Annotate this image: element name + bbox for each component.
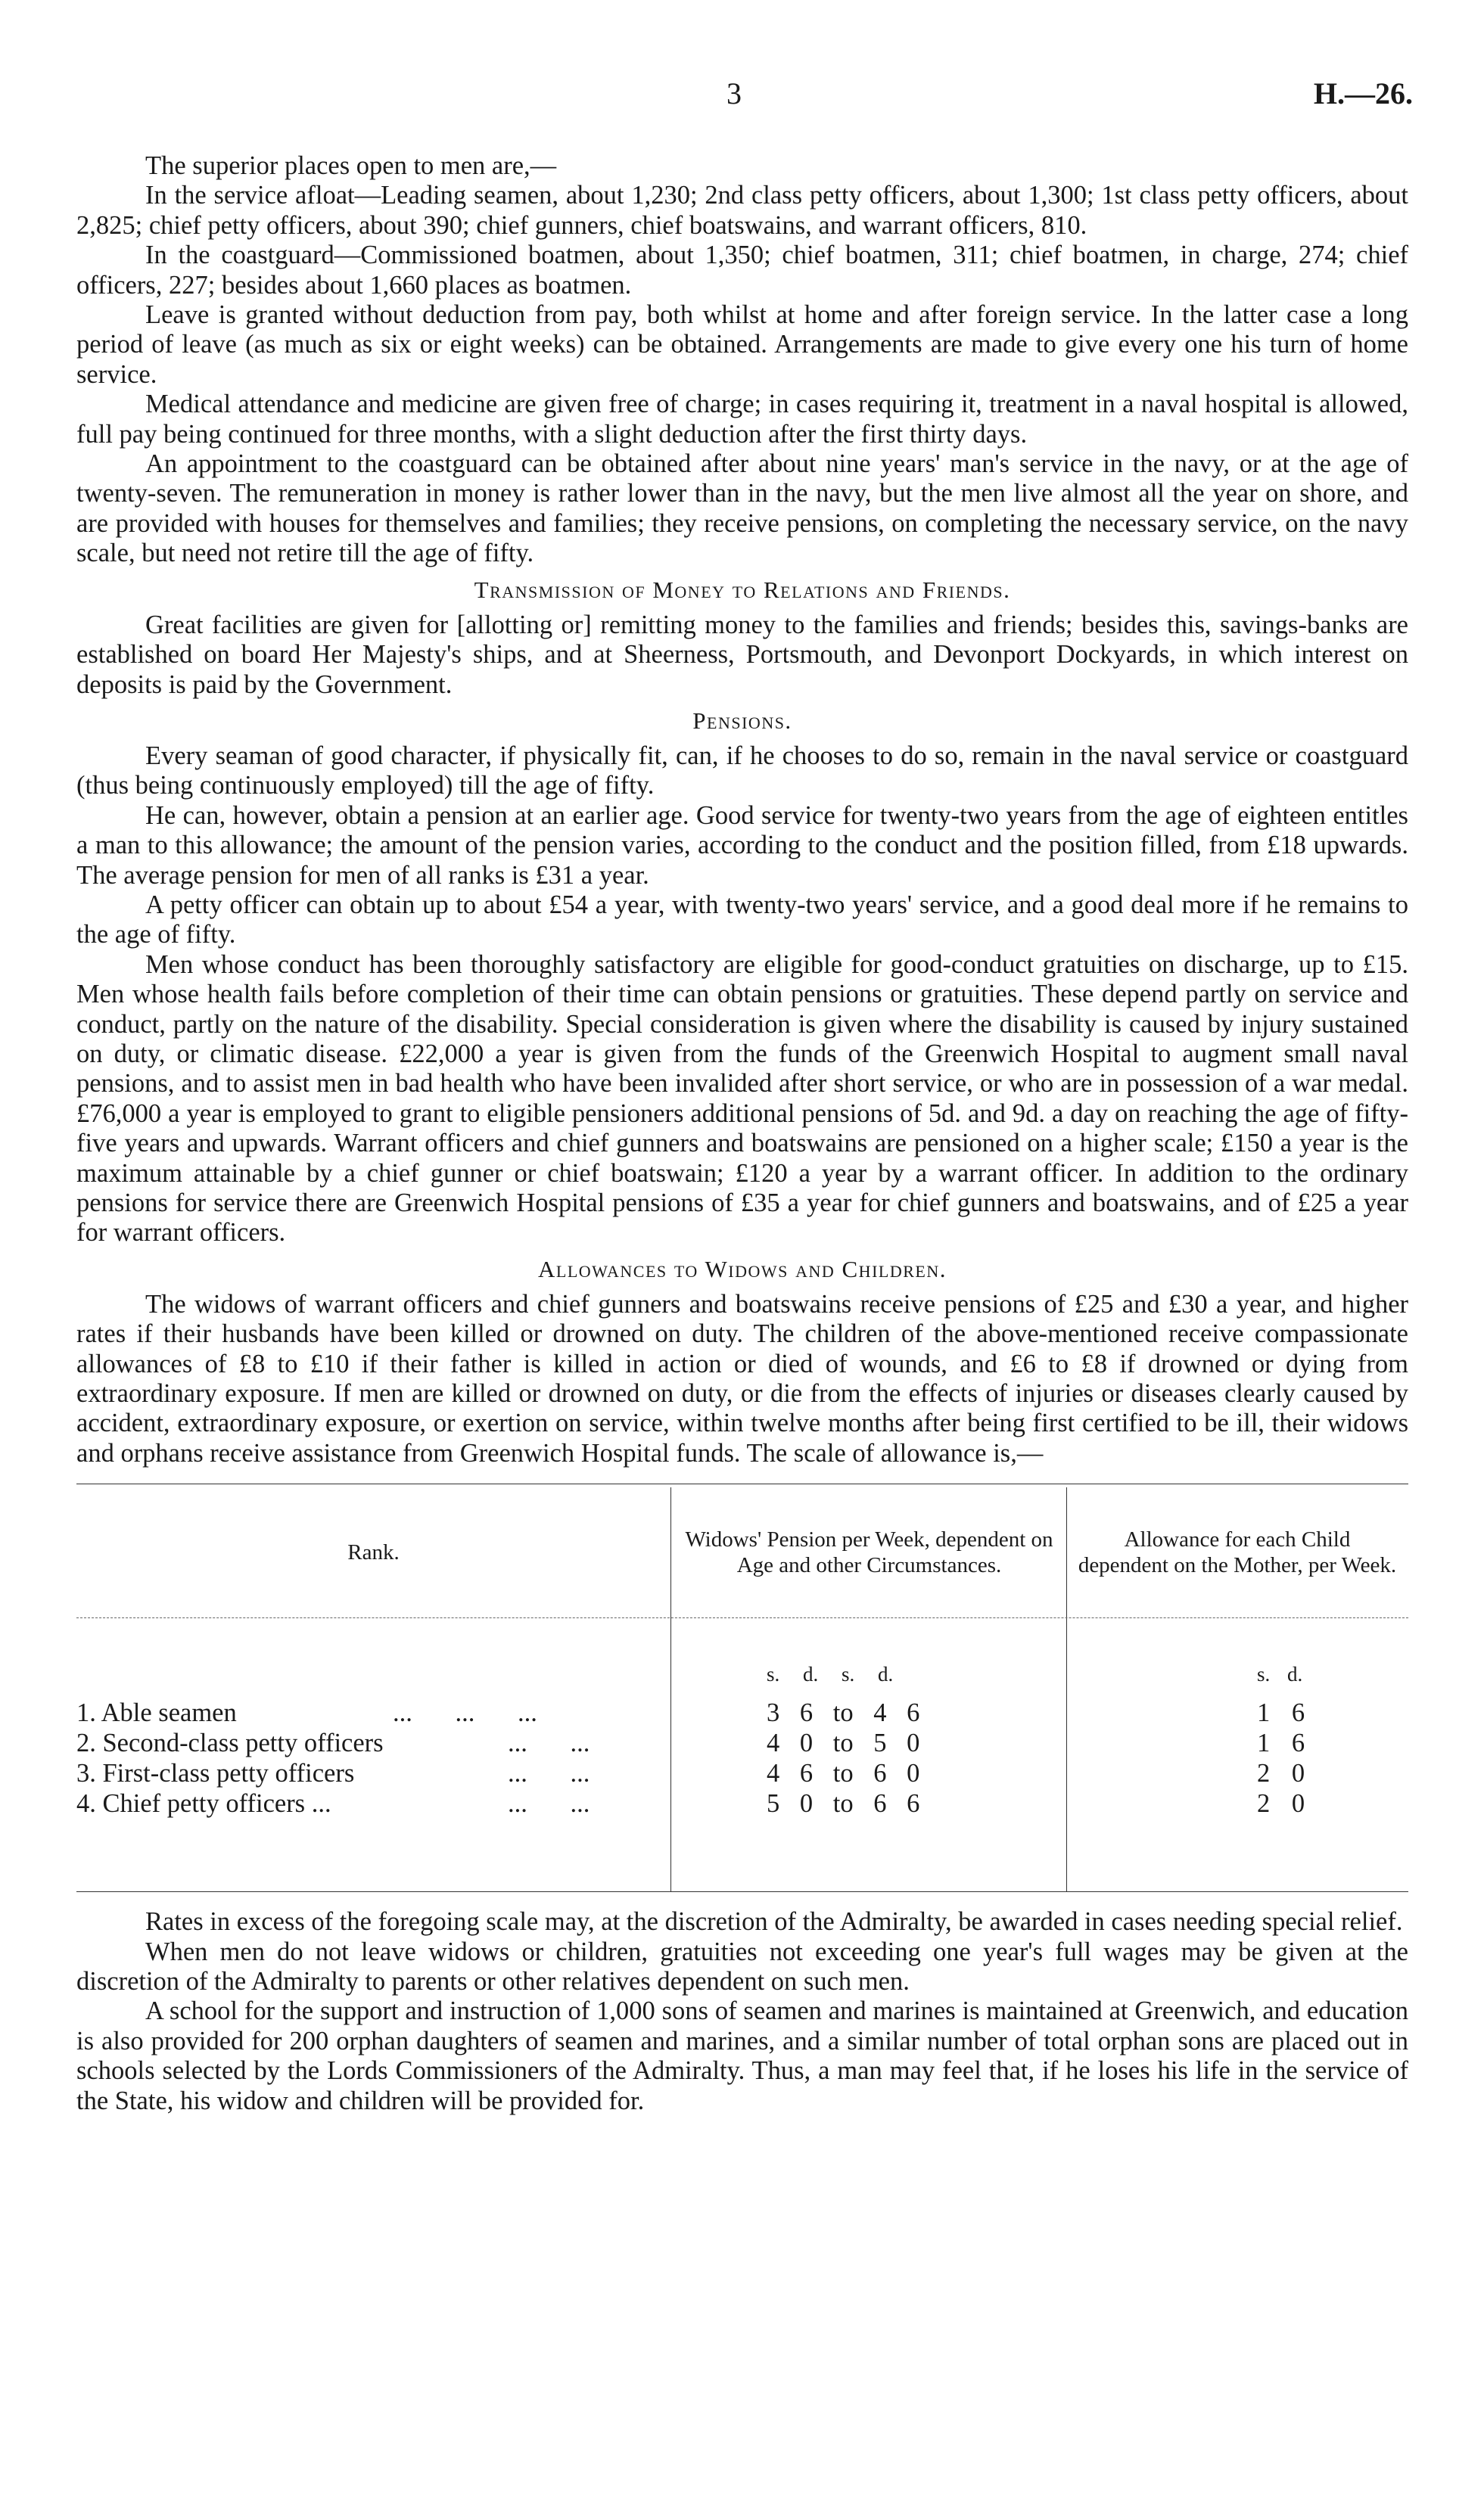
leader-dots: ... ... — [508, 1759, 590, 1788]
closing-paragraph: Rates in excess of the foregoing scale may, at the discretion of the Admiralty, be awarded in cases needing special relief. — [145, 1907, 1403, 1937]
rank-name: 4. Chief petty officers ... — [76, 1789, 331, 1819]
allowances-paragraph: The widows of warrant officers and chief gunners and boatswains receive pensions of £25 and £30 a year, and higher rates if their husbands have been killed or drowned on duty. The children of the above-mentioned receive compassionate allowances of £8 to £10 if their father is killed in action or died of wounds, and £6 to £8 if drowned or dying from extraordinary exposure. If men are killed or drowned on duty, or die from the effects of injuries or diseases clearly caused by accident, extraordinary exposure, or exertion on service, within twelve months after being first certified to be ill, their widows and orphans receive assistance from Greenwich Hospital funds. The scale of allowance is,— — [76, 1289, 1408, 1468]
rank-name: 3. First-class petty officers — [76, 1759, 355, 1788]
pensions-paragraph: He can, however, obtain a pension at an earlier age. Good service for twenty-two years from the age of eighteen entitles a man to this allowance; the amount of the pension varies, according to the conduct and the position filled, from £18 upwards. The average pension for men of all ranks is £31 a year. — [76, 800, 1408, 890]
document-reference: H.—26. — [1313, 76, 1413, 110]
widow-pension-value: 5 0 to 6 6 — [767, 1789, 920, 1819]
widow-pension-value: 4 0 to 5 0 — [767, 1729, 920, 1758]
pensions-paragraph: Every seaman of good character, if physically fit, can, if he chooses to do so, remain in the naval service or coastguard (thus being continuously employed) till the age of fifty. — [76, 741, 1408, 800]
column-header-child-allowance: Allowance for each Child dependent on the Mother, per Week. — [1078, 1527, 1397, 1578]
rank-name: 1. Able seamen — [76, 1698, 237, 1728]
table-row — [76, 1788, 1408, 1819]
column-header-rank: Rank. — [347, 1540, 400, 1565]
child-allowance-value: 1 6 — [1257, 1729, 1305, 1758]
widow-pension-value: 4 6 to 6 0 — [767, 1759, 920, 1788]
leader-dots: ... ... — [508, 1729, 590, 1758]
intro-paragraph: Medical attendance and medicine are given free of charge; in cases requiring it, treatment in a naval hospital is allowed, full pay being continued for three months, with a slight deduction after the first thirty days. — [76, 390, 1408, 449]
intro-paragraph: The superior places open to men are,— — [145, 151, 557, 180]
section-heading-allowances: Allowances to Widows and Children. — [538, 1255, 947, 1282]
leader-dots: ... ... ... — [393, 1698, 537, 1728]
intro-paragraph: In the service afloat—Leading seamen, about 1,230; 2nd class petty officers, about 1,300; 1st class petty officers, about 2,825; chief petty officers, about 390; chief gunners, chief boatswains, and warrant officers, 810. — [76, 181, 1408, 240]
section-heading-pensions: Pensions. — [692, 707, 792, 734]
child-allowance-value: 2 0 — [1257, 1759, 1305, 1788]
header-divider — [76, 1617, 1408, 1618]
child-allowance-value: 1 6 — [1257, 1698, 1305, 1728]
intro-paragraph: In the coastguard—Commissioned boatmen, about 1,350; chief boatmen, 311; chief boatmen, in charge, 274; chief officers, 227; besides about 1,660 places as boatmen. — [76, 241, 1408, 300]
page-number: 3 — [726, 76, 742, 110]
pensions-paragraph: A petty officer can obtain up to about £54 a year, with twenty-two years' service, and a good deal more if he remains to the age of fifty. — [76, 890, 1408, 949]
widow-units: s. d. s. d. — [767, 1663, 894, 1686]
pensions-paragraph: Men whose conduct has been thoroughly satisfactory are eligible for good-conduct gratuities on discharge, up to £15. Men whose health fails before completion of their time can obtain pensions or gratuities. These depend partly on service and conduct, partly on the nature of the disability. Special consideration is given where the disability is caused by injury sustained on duty, or climatic disease. £22,000 a year is given from the funds of the Greenwich Hospital to augment small naval pensions, and to assist men in bad health who have been invalided after short service, or who are in possession of a war medal. £76,000 a year is employed to grant to eligible pensioners additional pensions of 5d. and 9d. a day on reaching the age of fifty-five years and upwards. Warrant officers and chief gunners and boatswains are pensioned on a higher scale; £150 a year is the maximum attainable by a chief gunner or chief boatswain; £120 a year by a warrant officer. In addition to the ordinary pensions for service there are Greenwich Hospital pensions of £35 a year for chief gunners and boatswains, and of £25 a year for warrant officers. — [76, 949, 1408, 1248]
rank-name: 2. Second-class petty officers — [76, 1729, 384, 1758]
transmission-paragraph: Great facilities are given for [allotting or] remitting money to the families and friends; besides this, savings-banks are established on board Her Majesty's ships, and at Sheerness, Portsmouth, and Devonport Dockyards, in which interest on deposits is paid by the Government. — [76, 610, 1408, 699]
table-bottom-rule — [76, 1891, 1408, 1892]
column-header-widow-pension: Widows' Pension per Week, dependent on Age and other Circumstances. — [685, 1527, 1053, 1578]
table-row — [76, 1728, 1408, 1758]
widow-pension-value: 3 6 to 4 6 — [767, 1698, 920, 1728]
document-body — [76, 151, 1408, 2116]
section-heading-transmission: Transmission of Money to Relations and Friends. — [474, 576, 1011, 603]
child-units: s. d. — [1257, 1663, 1303, 1686]
intro-paragraph: An appointment to the coastguard can be obtained after about nine years' man's service in the navy, or at the age of twenty-seven. The remuneration in money is rather lower than in the navy, but the men live almost all the year on shore, and are provided with houses for themselves and families; they receive pensions, on completing the necessary service, on the navy scale, but need not retire till the age of fifty. — [76, 449, 1408, 568]
allowance-table — [76, 1487, 1408, 1891]
closing-paragraph: When men do not leave widows or children, gratuities not exceeding one year's full wages may be given at the discretion of the Admiralty to parents or other relatives dependent on such men. — [76, 1937, 1408, 1996]
leader-dots: ... ... — [508, 1789, 590, 1819]
child-allowance-value: 2 0 — [1257, 1789, 1305, 1819]
intro-paragraph: Leave is granted without deduction from pay, both whilst at home and after foreign service. In the latter case a long period of leave (as much as six or eight weeks) can be obtained. Arrangements are made to give every one his turn of home service. — [76, 300, 1408, 389]
allowance-table-wrapper — [76, 1484, 1408, 1892]
table-row — [76, 1758, 1408, 1788]
page-header — [0, 76, 1484, 121]
column-divider — [670, 1487, 671, 1891]
table-row — [76, 1698, 1408, 1728]
closing-section — [76, 1907, 1408, 2116]
closing-paragraph: A school for the support and instruction of 1,000 sons of seamen and marines is maintained at Greenwich, and education is also provided for 200 orphan daughters of seamen and marines, and a similar number of total orphan sons are placed out in schools selected by the Lords Commissioners of the Admiralty. Thus, a man may feel that, if he loses his life in the service of the State, his widow and children will be provided for. — [76, 1996, 1408, 2115]
column-divider — [1066, 1487, 1067, 1891]
